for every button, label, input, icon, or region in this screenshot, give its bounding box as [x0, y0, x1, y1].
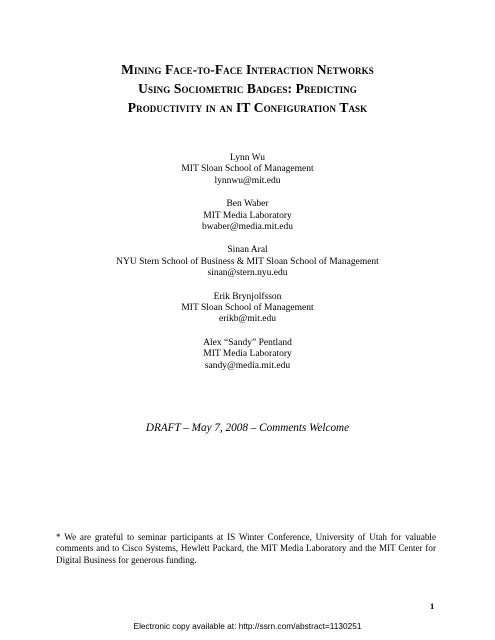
author-name: Sinan Aral — [227, 245, 268, 256]
page-number: 1 — [430, 601, 435, 611]
author-affiliation: NYU Stern School of Business & MIT Sloan School of Management — [116, 256, 379, 267]
author-email: sinan@stern.nyu.edu — [207, 268, 288, 279]
acknowledgement-footnote: * We are grateful to seminar participants at IS Winter Conference, University of Utah for valuable comments and to Cisco Systems, Hewlett Packard, the MIT Media Laboratory and the MIT Center for Digital Business for generous funding. — [56, 532, 436, 565]
ssrn-notice: Electronic copy available at: http://ssrn.com/abstract=1130251 — [133, 621, 362, 631]
author-affiliation: MIT Sloan School of Management — [181, 164, 314, 175]
author-name: Lynn Wu — [229, 153, 266, 163]
author-block — [20, 338, 475, 372]
author-block — [20, 199, 475, 233]
author-name: Alex “Sandy” Pentland — [203, 337, 292, 348]
paper-title — [40, 60, 455, 117]
author-email: lynnwu@mit.edu — [214, 175, 281, 186]
author-affiliation: MIT Media Laboratory — [203, 349, 292, 360]
title-line-2: Using Sociometric Badges: Predicting — [138, 81, 357, 96]
draft-notice: DRAFT – May 7, 2008 – Comments Welcome — [145, 422, 350, 434]
author-block — [20, 153, 475, 187]
author-email: erikb@mit.edu — [218, 314, 277, 325]
title-line-1: Mining Face-to-Face Interaction Networks — [121, 62, 374, 77]
author-block — [20, 245, 475, 279]
author-block — [20, 292, 475, 326]
author-email: sandy@media.mit.edu — [204, 360, 291, 371]
author-list — [20, 153, 475, 384]
author-name: Ben Waber — [226, 199, 269, 210]
author-affiliation: MIT Sloan School of Management — [181, 303, 314, 314]
author-name: Erik Brynjolfsson — [213, 291, 282, 302]
author-affiliation: MIT Media Laboratory — [203, 210, 292, 221]
title-line-3: Productivity in an IT Configuration Task — [127, 100, 368, 115]
author-email: bwaber@media.mit.edu — [201, 222, 294, 233]
